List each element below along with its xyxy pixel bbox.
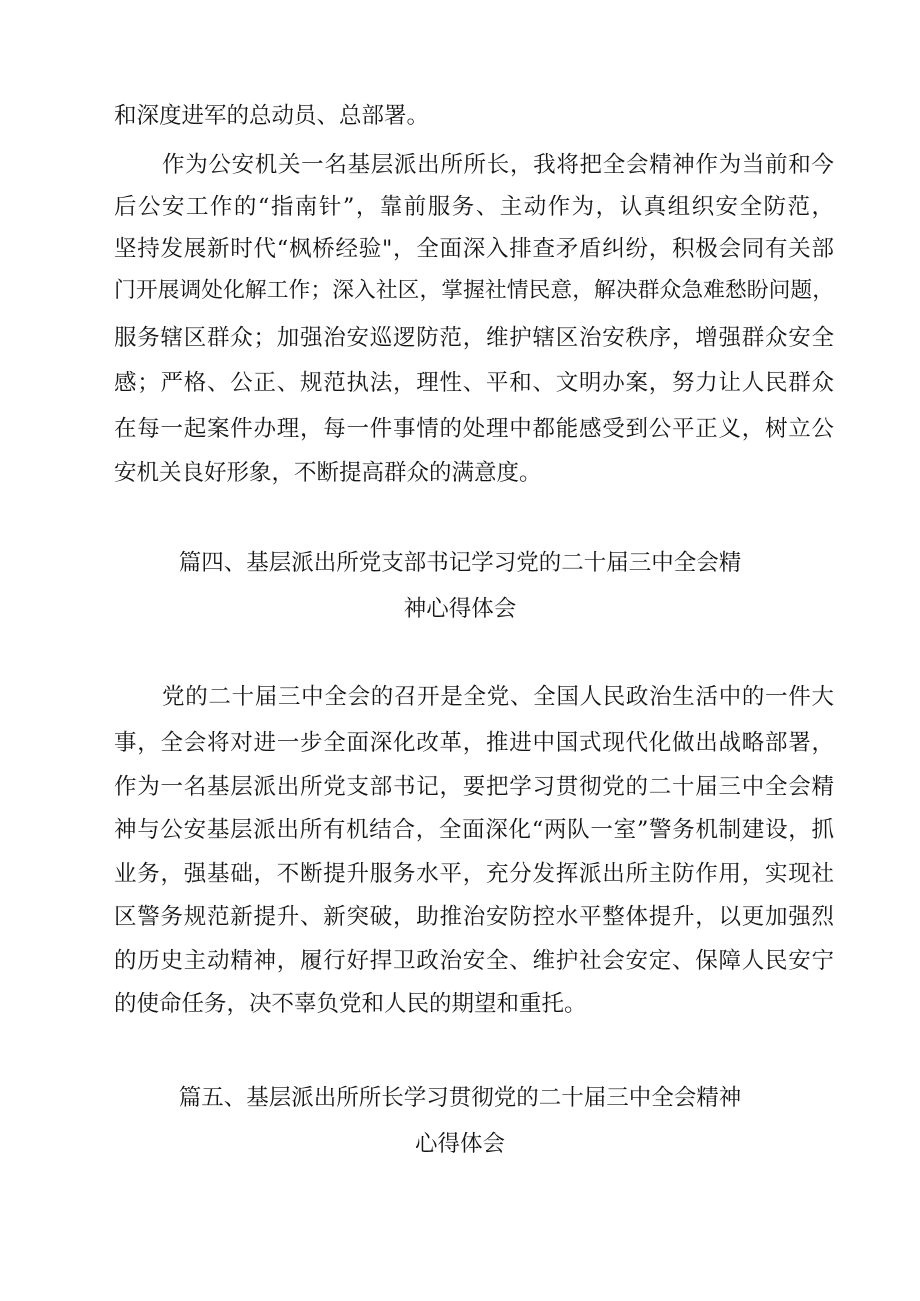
paragraph-line: 服务辖区群众；加强治安巡逻防范，维护辖区治安秩序，增强群众安全	[114, 325, 834, 351]
section-heading-line: 篇四、基层派出所党支部书记学习党的二十届三中全会精	[178, 550, 742, 576]
paragraph-line: 神与公安基层派出所有机结合，全面深化“两队一室”警务机制建设，抓	[114, 817, 834, 843]
paragraph-continuation-line: 和深度进军的总动员、总部署。	[114, 103, 430, 129]
paragraph-line: 坚持发展新时代“枫桥经验"，全面深入排查矛盾纠纷，积极会同有关部	[114, 236, 834, 262]
paragraph-line: 业务，强基础，不断提升服务水平，充分发挥派出所主防作用，实现社	[114, 861, 834, 887]
paragraph-line: 的使命任务，决不辜负党和人民的期望和重托。	[114, 991, 587, 1017]
paragraph-line: 在每一起案件办理，每一件事情的处理中都能感受到公平正义，树立公	[114, 416, 834, 442]
paragraph-line: 后公安工作的“指南针”，靠前服务、主动作为，认真组织安全防范，	[114, 194, 834, 220]
paragraph-line: 作为一名基层派出所党支部书记，要把学习贯彻党的二十届三中全会精	[114, 774, 834, 800]
paragraph-line: 感；严格、公正、规范执法，理性、平和、文明办案，努力让人民群众	[114, 370, 834, 396]
section-heading	[0, 543, 920, 583]
section-heading-line: 神心得体会	[403, 596, 517, 622]
section-heading	[0, 1078, 920, 1118]
paragraph-line: 的历史主动精神，履行好捍卫政治安全、维护社会安定、保障人民安宁	[114, 948, 834, 974]
paragraph-line: 党的二十届三中全会的召开是全党、全国人民政治生活中的一件大	[162, 684, 834, 710]
section-heading	[0, 1124, 920, 1164]
paragraph-line: 安机关良好形象，不断提高群众的满意度。	[114, 460, 542, 486]
paragraph-line: 作为公安机关一名基层派出所所长，我将把全会精神作为当前和今	[162, 152, 834, 178]
paragraph-line: 事，全会将对进一步全面深化改革，推进中国式现代化做出战略部署，	[114, 730, 834, 756]
section-heading-line: 心得体会	[414, 1131, 505, 1157]
section-heading	[0, 589, 920, 629]
paragraph-line: 区警务规范新提升、新突破，助推治安防控水平整体提升，以更加强烈	[114, 904, 834, 930]
section-heading-line: 篇五、基层派出所所长学习贯彻党的二十届三中全会精神	[178, 1085, 742, 1111]
paragraph-line: 门开展调处化解工作；深入社区，掌握社情民意，解决群众急难愁盼问题，	[114, 278, 834, 303]
